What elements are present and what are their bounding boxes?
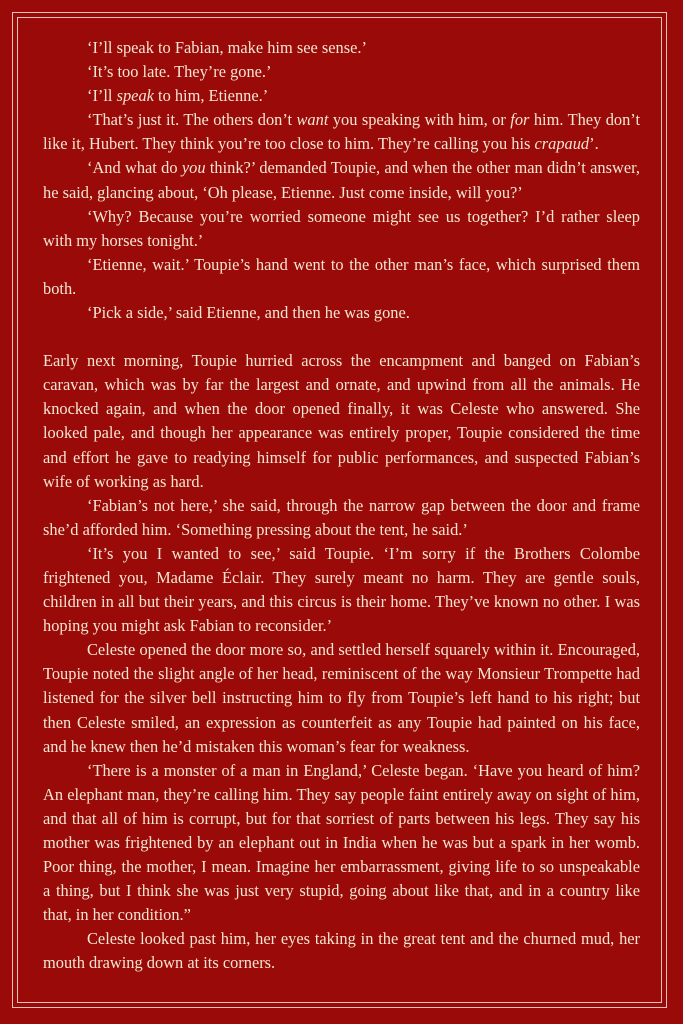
paragraph: Early next morning, Toupie hurried across the encampment and banged on Fabian’s caravan, which was by far the largest and ornate, and upwind from all the animals. He knocked again, and when the door opened finally, it was Celeste who answered. She looked pale, and though her appearance was entirely proper, Toupie considered the time and effort he gave to readying himself for public performances, and suspected Fabian’s wife of working as hard. <box>43 351 640 491</box>
paragraph: ‘Why? Because you’re worried someone might see us together? I’d rather sleep with my horses tonight.’ <box>43 206 640 250</box>
paragraph: ‘It’s too late. They’re gone.’ <box>87 62 272 82</box>
page-text <box>43 36 640 976</box>
paragraph: ‘I’ll speak to Fabian, make him see sense.’ <box>87 38 367 57</box>
paragraph: ‘It’s you I wanted to see,’ said Toupie. ‘I’m sorry if the Brothers Colombe frightened you, Madame Éclair. They surely meant no harm. They are gentle souls, children in all but their years, and this circus is their home. They’ve known no other. I was hoping you might ask Fabian to reconsider.’ <box>43 543 640 636</box>
paragraph: ‘That’s just it. The others don’t want you speaking with him, or for him. They don’t like it, Hubert. They think you’re too close to him. They’re calling you his crapaud’. <box>43 110 641 154</box>
paragraph: ‘And what do you think?’ demanded Toupie, and when the other man didn’t answer, he said, glancing about, ‘Oh please, Etienne. Just come inside, will you?’ <box>43 158 640 202</box>
paragraph: Celeste opened the door more so, and settled herself squarely within it. Encouraged, Toupie noted the slight angle of her head, reminiscent of the way Monsieur Trompette had listened for the silver bell instructing him to fly from Toupie’s left hand to his right; but then Celeste smiled, an expression as counterfeit as any Toupie had painted on his face, and he knew then he’d mistaken this woman’s fear for weakness. <box>43 640 640 756</box>
paragraph: ‘Pick a side,’ said Etienne, and then he was gone. <box>87 303 410 323</box>
section-break <box>43 325 640 349</box>
paragraph: ‘Etienne, wait.’ Toupie’s hand went to the other man’s face, which surprised them both. <box>43 254 640 298</box>
paragraph: ‘There is a monster of a man in England,’ Celeste began. ‘Have you heard of him? An elephant man, they’re calling him. They say people faint entirely away on sight of him, and that all of him is corrupt, but for that sorriest of parts between his legs. They say his mother was frightened by an elephant out in India when he was but a spark in her womb. Poor thing, the mother, I mean. Imagine her embarrassment, giving life to so unspeakable a thing, but I think she was just very stupid, going about like that, and in a country like that, in her condition.” <box>43 760 640 925</box>
paragraph: ‘Fabian’s not here,’ she said, through the narrow gap between the door and frame she’d afforded him. ‘Something pressing about the tent, he said.’ <box>43 495 640 539</box>
paragraph: ‘I’ll speak to him, Etienne.’ <box>87 86 269 106</box>
paragraph: Celeste looked past him, her eyes taking in the great tent and the churned mud, her mouth drawing down at its corners. <box>43 929 640 973</box>
